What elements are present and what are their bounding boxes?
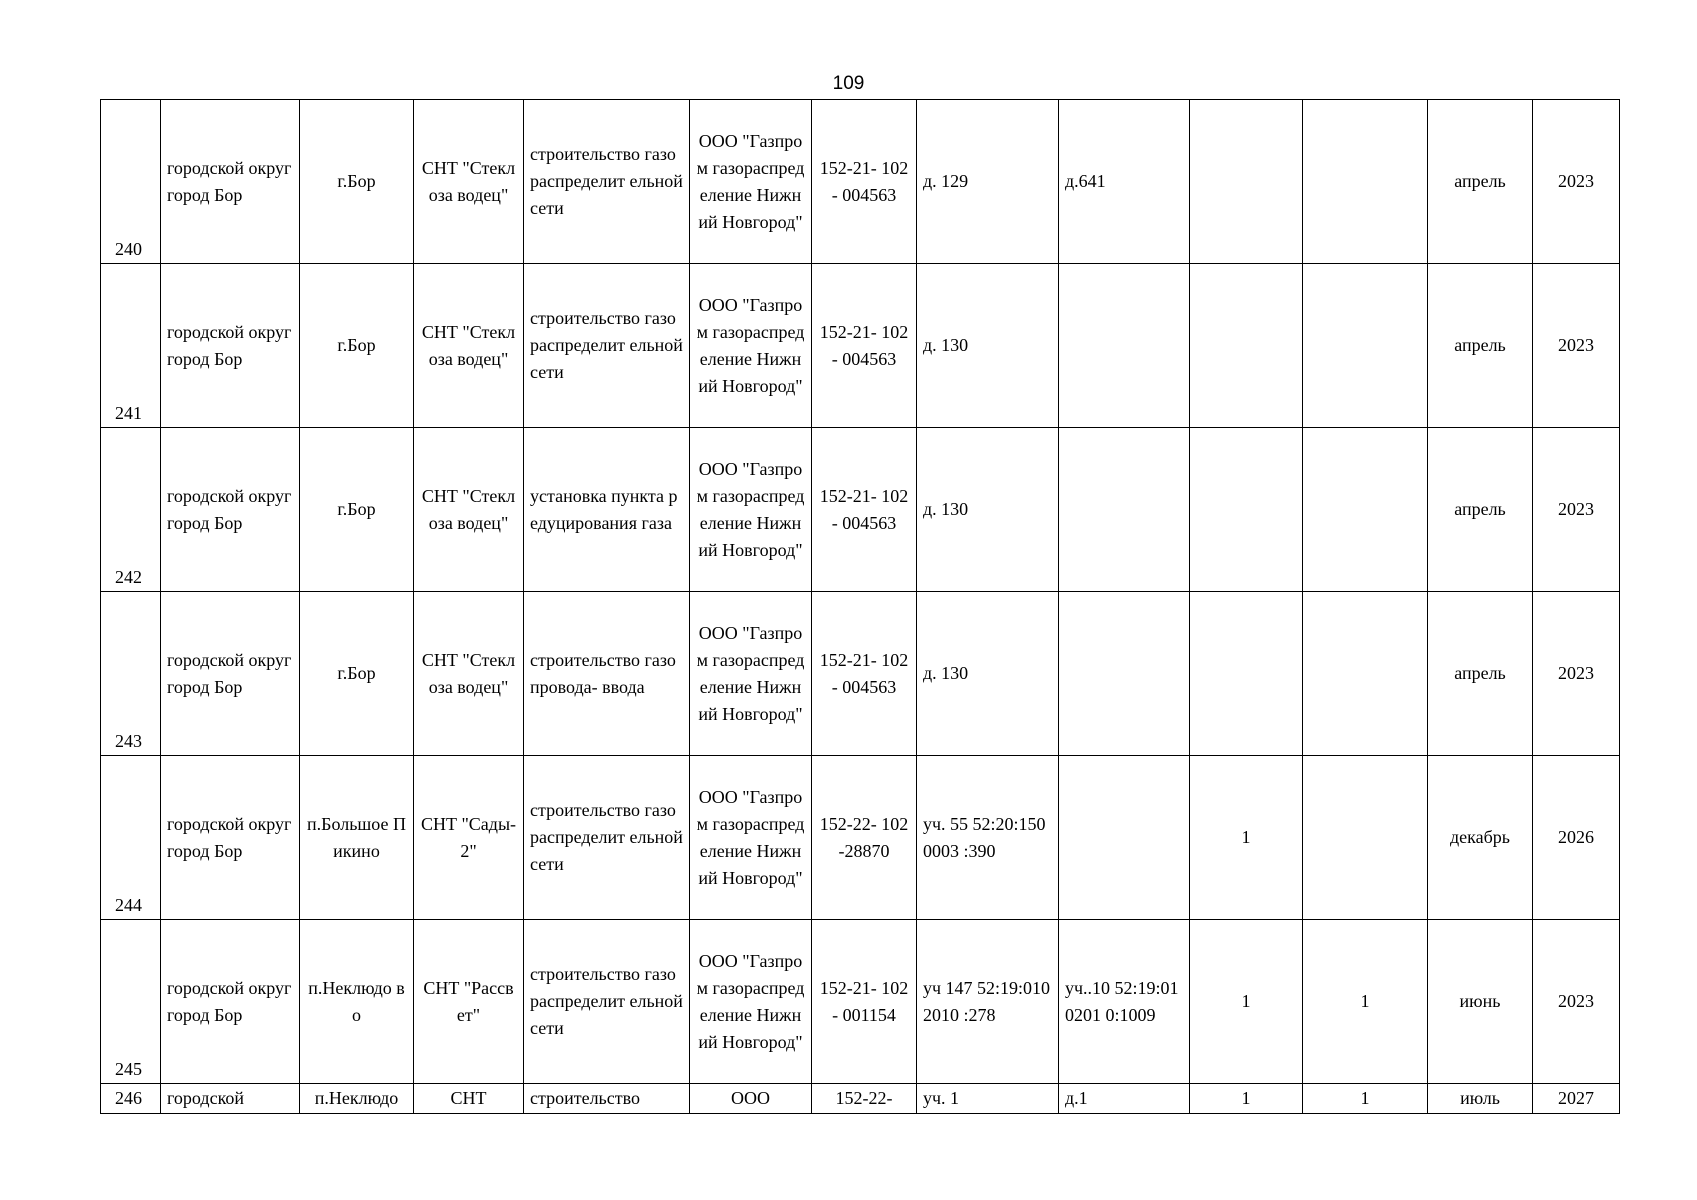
count1-cell bbox=[1190, 264, 1303, 428]
count2-cell bbox=[1303, 592, 1428, 756]
district-cell: городской округ город Бор bbox=[161, 264, 300, 428]
row-number: 245 bbox=[101, 920, 161, 1084]
month-cell: июнь bbox=[1428, 920, 1533, 1084]
work-type-cell: строительство газораспределит ельной сети bbox=[524, 920, 690, 1084]
work-type-cell: строительство bbox=[524, 1084, 690, 1114]
count1-cell: 1 bbox=[1190, 1084, 1303, 1114]
plot2-cell bbox=[1059, 592, 1190, 756]
organization-cell: ООО bbox=[690, 1084, 812, 1114]
month-cell: апрель bbox=[1428, 264, 1533, 428]
code-cell: 152-21- 102- 004563 bbox=[812, 428, 917, 592]
work-type-cell: строительство газораспределит ельной сети bbox=[524, 756, 690, 920]
district-cell: городской округ город Бор bbox=[161, 592, 300, 756]
district-cell: городской округ город Бор bbox=[161, 100, 300, 264]
plot-cell: уч. 1 bbox=[917, 1084, 1059, 1114]
row-number: 242 bbox=[101, 428, 161, 592]
code-cell: 152-21- 102- 001154 bbox=[812, 920, 917, 1084]
row-number: 241 bbox=[101, 264, 161, 428]
plot2-cell: д.1 bbox=[1059, 1084, 1190, 1114]
year-cell: 2023 bbox=[1533, 100, 1620, 264]
count2-cell: 1 bbox=[1303, 920, 1428, 1084]
plot-cell: уч 147 52:19:0102010 :278 bbox=[917, 920, 1059, 1084]
plot2-cell bbox=[1059, 264, 1190, 428]
organization-cell: ООО "Газпром газораспред еление Нижний Новгород" bbox=[690, 428, 812, 592]
month-cell: декабрь bbox=[1428, 756, 1533, 920]
district-cell: городской округ город Бор bbox=[161, 920, 300, 1084]
plot2-cell bbox=[1059, 428, 1190, 592]
locality-cell: г.Бор bbox=[300, 592, 414, 756]
data-table bbox=[100, 99, 1620, 1114]
table-row bbox=[101, 756, 1620, 920]
count2-cell: 1 bbox=[1303, 1084, 1428, 1114]
district-cell: городской округ город Бор bbox=[161, 428, 300, 592]
locality-cell: г.Бор bbox=[300, 264, 414, 428]
count2-cell bbox=[1303, 756, 1428, 920]
plot2-cell: д.641 bbox=[1059, 100, 1190, 264]
count2-cell bbox=[1303, 264, 1428, 428]
plot-cell: д. 130 bbox=[917, 264, 1059, 428]
table-row bbox=[101, 1084, 1620, 1114]
count1-cell bbox=[1190, 100, 1303, 264]
month-cell: апрель bbox=[1428, 592, 1533, 756]
year-cell: 2023 bbox=[1533, 920, 1620, 1084]
locality-cell: п.Неклюдо во bbox=[300, 920, 414, 1084]
year-cell: 2023 bbox=[1533, 592, 1620, 756]
month-cell: апрель bbox=[1428, 428, 1533, 592]
count2-cell bbox=[1303, 100, 1428, 264]
code-cell: 152-21- 102- 004563 bbox=[812, 592, 917, 756]
work-type-cell: строительство газораспределит ельной сети bbox=[524, 100, 690, 264]
row-number: 244 bbox=[101, 756, 161, 920]
locality-cell: п.Большое Пикино bbox=[300, 756, 414, 920]
month-cell: июль bbox=[1428, 1084, 1533, 1114]
object-cell: СНТ "Сады-2" bbox=[414, 756, 524, 920]
count1-cell: 1 bbox=[1190, 756, 1303, 920]
plot-cell: уч. 55 52:20:1500003 :390 bbox=[917, 756, 1059, 920]
table-row bbox=[101, 428, 1620, 592]
organization-cell: ООО "Газпром газораспред еление Нижний Новгород" bbox=[690, 264, 812, 428]
organization-cell: ООО "Газпром газораспред еление Нижний Новгород" bbox=[690, 920, 812, 1084]
plot-cell: д. 130 bbox=[917, 592, 1059, 756]
object-cell: СНТ "Стеклоза водец" bbox=[414, 264, 524, 428]
year-cell: 2026 bbox=[1533, 756, 1620, 920]
row-number: 243 bbox=[101, 592, 161, 756]
work-type-cell: установка пункта редуцирования газа bbox=[524, 428, 690, 592]
locality-cell: п.Неклюдо bbox=[300, 1084, 414, 1114]
table-row bbox=[101, 264, 1620, 428]
count1-cell bbox=[1190, 428, 1303, 592]
object-cell: СНТ "Стеклоза водец" bbox=[414, 592, 524, 756]
object-cell: СНТ "Стеклоза водец" bbox=[414, 100, 524, 264]
table-row bbox=[101, 592, 1620, 756]
organization-cell: ООО "Газпром газораспред еление Нижний Новгород" bbox=[690, 592, 812, 756]
locality-cell: г.Бор bbox=[300, 428, 414, 592]
object-cell: СНТ bbox=[414, 1084, 524, 1114]
object-cell: СНТ "Стеклоза водец" bbox=[414, 428, 524, 592]
organization-cell: ООО "Газпром газораспред еление Нижний Новгород" bbox=[690, 100, 812, 264]
code-cell: 152-22- 102-28870 bbox=[812, 756, 917, 920]
table-row bbox=[101, 100, 1620, 264]
object-cell: СНТ "Рассвет" bbox=[414, 920, 524, 1084]
year-cell: 2027 bbox=[1533, 1084, 1620, 1114]
district-cell: городской bbox=[161, 1084, 300, 1114]
count1-cell bbox=[1190, 592, 1303, 756]
work-type-cell: строительство газораспределит ельной сети bbox=[524, 264, 690, 428]
district-cell: городской округ город Бор bbox=[161, 756, 300, 920]
row-number: 246 bbox=[101, 1084, 161, 1114]
code-cell: 152-22- bbox=[812, 1084, 917, 1114]
plot2-cell: уч..10 52:19:010201 0:1009 bbox=[1059, 920, 1190, 1084]
month-cell: апрель bbox=[1428, 100, 1533, 264]
plot-cell: д. 129 bbox=[917, 100, 1059, 264]
page-number: 109 bbox=[832, 73, 865, 94]
plot-cell: д. 130 bbox=[917, 428, 1059, 592]
code-cell: 152-21- 102- 004563 bbox=[812, 100, 917, 264]
code-cell: 152-21- 102- 004563 bbox=[812, 264, 917, 428]
table-body bbox=[101, 100, 1620, 1114]
plot2-cell bbox=[1059, 756, 1190, 920]
year-cell: 2023 bbox=[1533, 428, 1620, 592]
count2-cell bbox=[1303, 428, 1428, 592]
work-type-cell: строительство газопровода- ввода bbox=[524, 592, 690, 756]
organization-cell: ООО "Газпром газораспред еление Нижний Новгород" bbox=[690, 756, 812, 920]
count1-cell: 1 bbox=[1190, 920, 1303, 1084]
locality-cell: г.Бор bbox=[300, 100, 414, 264]
row-number: 240 bbox=[101, 100, 161, 264]
table-row bbox=[101, 920, 1620, 1084]
year-cell: 2023 bbox=[1533, 264, 1620, 428]
